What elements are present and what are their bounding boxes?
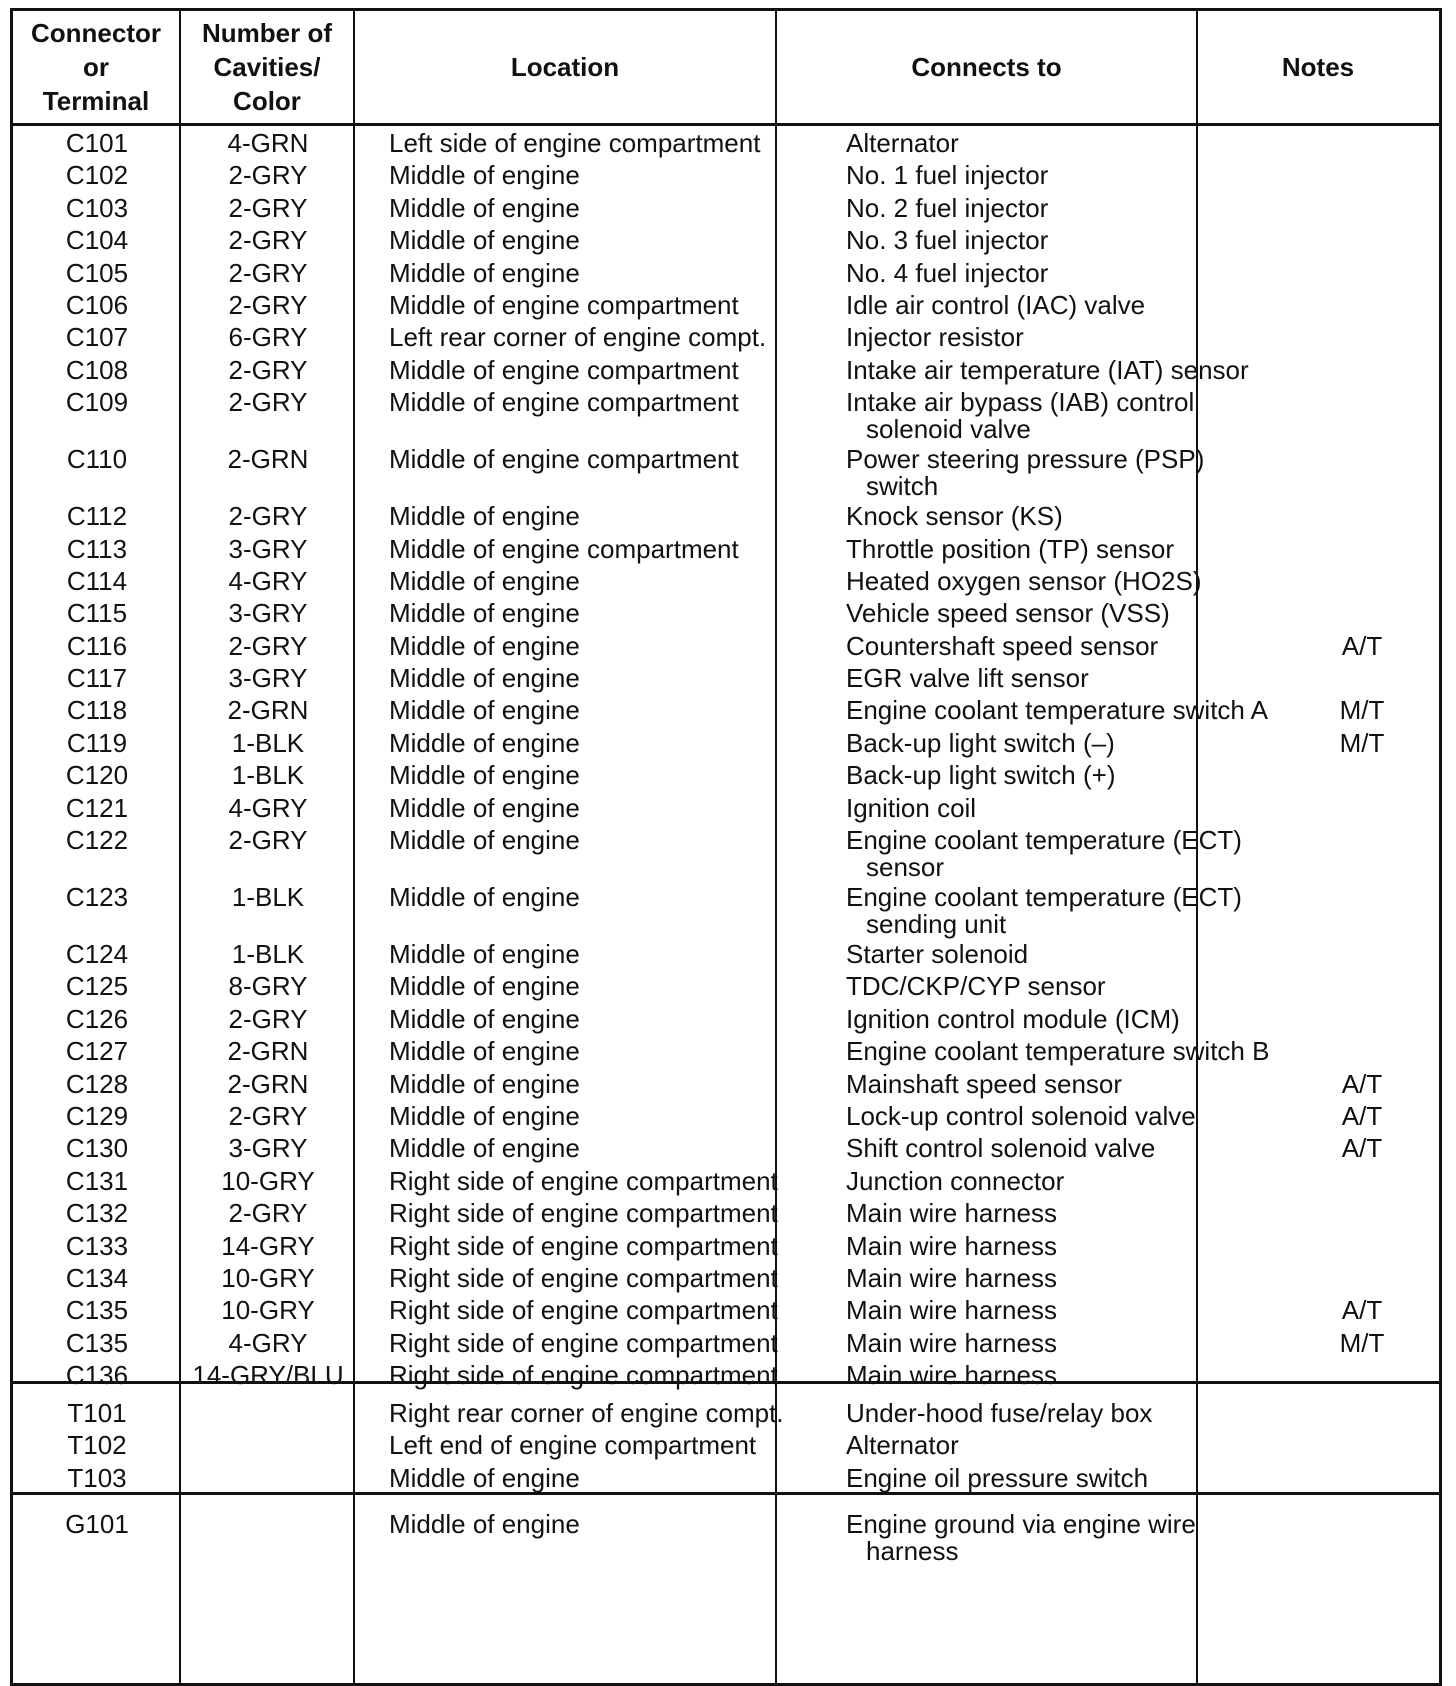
connects-to-cell [846, 227, 1266, 254]
location-cell: Right side of engine compartment [389, 1262, 778, 1293]
cavities-color-cell: 2-GRY [228, 501, 308, 532]
connector-cell: C110 [66, 444, 128, 475]
connects-to-cell [846, 354, 1266, 385]
location-cell: Middle of engine compartment [389, 354, 739, 385]
connector-cell: C115 [66, 598, 128, 629]
connects-to-continuation: sensor [866, 852, 945, 883]
connects-to-text: Main wire harness [846, 1198, 1057, 1229]
notes-cell: A/T [1341, 1295, 1383, 1326]
connector-cell: C135 [65, 1295, 129, 1326]
table-row [13, 1262, 1439, 1297]
table-row [13, 1327, 1439, 1362]
connector-cell: C103 [65, 192, 129, 223]
cavities-color-cell: 2-GRY [228, 825, 308, 856]
connects-to-text: Engine coolant temperature (ECT) [846, 882, 1242, 913]
cavities-color-cell: 4-GRY [228, 1327, 308, 1358]
connects-to-text: Alternator [846, 1430, 959, 1461]
location-cell: Left rear corner of engine compt. [389, 322, 767, 353]
connects-to-cell [846, 630, 1266, 661]
location-cell: Middle of engine [389, 501, 580, 532]
header-connector-line: or [83, 52, 109, 82]
connects-to-cell [846, 192, 1266, 223]
connector-cell: C116 [66, 630, 128, 661]
table-row [13, 130, 1439, 162]
table-row [13, 289, 1439, 324]
connects-to-cell [846, 1100, 1266, 1131]
connects-to-text: Back-up light switch (+) [846, 760, 1116, 791]
table-row [13, 1230, 1439, 1265]
location-cell: Middle of engine [389, 760, 580, 791]
connects-to-cell [846, 533, 1266, 564]
table-row [13, 533, 1439, 568]
connector-cell: C127 [65, 1036, 129, 1067]
table-header [13, 11, 1439, 126]
header-cavities-line: Cavities/ [213, 52, 321, 82]
location-cell: Middle of engine compartment [389, 444, 739, 475]
header-connects-to: Connects to [911, 52, 1062, 82]
cavities-color-cell: 2-GRY [228, 1100, 308, 1131]
connector-cell: C126 [65, 1003, 129, 1034]
notes-cell: M/T [1339, 1327, 1385, 1358]
connector-cell: C131 [65, 1165, 129, 1196]
connects-to-cell [846, 665, 1266, 692]
table-row [13, 600, 1439, 632]
table-row [13, 1462, 1439, 1497]
location-cell: Middle of engine [389, 825, 580, 856]
connector-cell: C104 [65, 225, 129, 256]
cavities-color-cell: 10-GRY [221, 1262, 315, 1293]
table-row [13, 1165, 1439, 1200]
connects-to-cell [846, 1200, 1266, 1227]
connects-to-text: Power steering pressure (PSP) [846, 444, 1205, 475]
location-cell: Middle of engine [389, 257, 580, 288]
connects-to-text: Engine coolant temperature switch A [846, 695, 1269, 726]
connects-to-cell [846, 1462, 1266, 1493]
connector-cell: C124 [65, 939, 129, 970]
connects-to-text: Engine ground via engine wire [846, 1509, 1196, 1539]
cavities-color-cell: 1-BLK [231, 727, 305, 758]
connects-to-text: Knock sensor (KS) [846, 501, 1063, 532]
table-row [13, 1297, 1439, 1329]
connects-to-text: Shift control solenoid valve [846, 1133, 1156, 1164]
notes-cell: A/T [1341, 1133, 1383, 1164]
location-cell: Right rear corner of engine compt. [389, 1398, 784, 1428]
connects-to-text: Junction connector [846, 1165, 1065, 1196]
connects-to-cell [846, 1297, 1266, 1324]
table-row [13, 389, 1439, 446]
notes-cell: M/T [1339, 727, 1385, 758]
location-cell: Right side of engine compartment [389, 1295, 778, 1326]
connects-to-cell [846, 503, 1266, 530]
location-cell: Right side of engine compartment [389, 1198, 778, 1229]
table-row [13, 630, 1439, 665]
connects-to-text: Main wire harness [846, 1360, 1057, 1391]
cavities-color-cell: 2-GRN [227, 1036, 309, 1067]
cavities-color-cell: 4-GRY [228, 565, 308, 596]
connects-to-text: Engine coolant temperature (ECT) [846, 825, 1242, 856]
table-row [13, 973, 1439, 1005]
connector-cell: C112 [66, 501, 128, 532]
connects-to-text: No. 4 fuel injector [846, 257, 1049, 288]
connector-cell: C122 [65, 825, 129, 856]
cavities-color-cell: 4-GRN [227, 128, 309, 158]
cavities-color-cell: 1-BLK [231, 882, 305, 913]
table-row [13, 1068, 1439, 1103]
connects-to-text: Intake air bypass (IAB) control [846, 387, 1195, 418]
connects-to-cell [846, 565, 1266, 596]
connects-to-cell [846, 695, 1269, 726]
connector-cell: C134 [65, 1262, 129, 1293]
table-row [13, 227, 1439, 259]
connects-to-text: Engine coolant temperature switch B [846, 1036, 1270, 1067]
connects-to-cell [846, 1036, 1270, 1067]
header-cavities [181, 11, 353, 123]
connector-table [10, 8, 1442, 1686]
connects-to-cell [846, 600, 1266, 627]
connector-cell: C136 [65, 1360, 129, 1391]
connects-to-text: Main wire harness [846, 1295, 1057, 1326]
location-cell: Right side of engine compartment [389, 1230, 778, 1261]
table-row [13, 697, 1439, 729]
table-row [13, 1400, 1439, 1432]
table-row [13, 446, 1439, 503]
connector-cell: C109 [65, 387, 129, 418]
table-row [13, 1038, 1439, 1070]
connector-cell: C123 [65, 882, 129, 913]
cavities-color-cell: 2-GRY [228, 354, 308, 385]
location-cell: Middle of engine [389, 630, 580, 661]
connector-cell: C133 [65, 1230, 129, 1261]
connects-to-cell [846, 1400, 1266, 1427]
connects-to-cell [846, 1165, 1266, 1196]
connects-to-cell [846, 324, 1266, 351]
location-cell: Middle of engine compartment [389, 533, 739, 564]
table-row [13, 762, 1439, 794]
connects-to-text: No. 2 fuel injector [846, 192, 1049, 223]
table-row [13, 1003, 1439, 1038]
cavities-color-cell: 3-GRY [228, 533, 308, 564]
connects-to-text: No. 3 fuel injector [846, 225, 1049, 256]
location-cell: Middle of engine [389, 225, 580, 256]
location-cell: Middle of engine [389, 882, 580, 913]
table-row [13, 1100, 1439, 1135]
connects-to-cell [846, 827, 1266, 881]
connects-to-cell [846, 1327, 1266, 1358]
connects-to-cell [846, 1362, 1266, 1389]
location-cell: Middle of engine [389, 695, 580, 726]
cavities-color-cell: 1-BLK [231, 760, 305, 791]
location-cell: Middle of engine [389, 1100, 580, 1131]
connector-cell: C108 [65, 354, 129, 385]
header-connector-line: Connector [31, 18, 161, 48]
location-cell: Right side of engine compartment [389, 1165, 778, 1196]
location-cell: Middle of engine [389, 727, 580, 758]
header-cavities-line: Color [233, 86, 301, 116]
connects-to-text: Countershaft speed sensor [846, 630, 1159, 661]
cavities-color-cell: 6-GRY [228, 322, 308, 353]
connector-cell: C132 [65, 1198, 129, 1229]
connects-to-cell [846, 1432, 1266, 1459]
connects-to-cell [846, 762, 1266, 789]
connects-to-cell [846, 389, 1266, 443]
location-cell: Middle of engine [389, 1133, 580, 1164]
connector-cell: C107 [65, 322, 129, 353]
location-cell: Middle of engine [389, 792, 580, 823]
location-cell: Middle of engine [389, 971, 580, 1002]
cavities-color-cell: 2-GRY [228, 387, 308, 418]
cavities-color-cell: 2-GRY [228, 1003, 308, 1034]
table-row [13, 1362, 1439, 1394]
header-connector [13, 11, 179, 123]
connector-cell: C117 [66, 663, 128, 694]
connector-cell: C135 [65, 1327, 129, 1358]
connects-to-cell [846, 1068, 1266, 1099]
location-cell: Middle of engine [389, 1003, 580, 1034]
cavities-color-cell: 14-GRY/BLU [192, 1360, 344, 1391]
location-cell: Middle of engine [389, 598, 580, 629]
table-row [13, 354, 1439, 389]
connector-cell: C118 [66, 695, 128, 726]
connector-cell: C128 [65, 1068, 129, 1099]
location-cell: Middle of engine compartment [389, 387, 739, 418]
cavities-color-cell: 2-GRN [227, 1068, 309, 1099]
header-location: Location [510, 52, 620, 82]
location-cell: Middle of engine [389, 1462, 580, 1493]
connector-cell: C105 [65, 257, 129, 288]
connector-cell: C129 [65, 1100, 129, 1131]
connects-to-text: Main wire harness [846, 1327, 1057, 1358]
location-cell: Middle of engine [389, 1509, 580, 1539]
connects-to-cell [846, 1135, 1266, 1162]
cavities-color-cell: 8-GRY [228, 971, 308, 1002]
connects-to-text: EGR valve lift sensor [846, 663, 1089, 694]
connects-to-cell [846, 1262, 1266, 1293]
connects-to-text: Alternator [846, 128, 959, 158]
connector-cell: C119 [66, 727, 128, 758]
connects-to-cell [846, 130, 1266, 157]
connects-to-text: Ignition coil [846, 792, 977, 823]
connects-to-cell [846, 1003, 1266, 1034]
cavities-color-cell: 2-GRY [228, 257, 308, 288]
connects-to-cell [846, 973, 1266, 1000]
connects-to-continuation: switch [866, 471, 939, 502]
location-cell: Middle of engine [389, 160, 580, 191]
location-cell: Middle of engine compartment [389, 289, 739, 320]
connector-cell: C114 [66, 565, 128, 596]
cavities-color-cell: 10-GRY [221, 1295, 315, 1326]
connector-cell: T102 [67, 1430, 127, 1461]
connects-to-cell [846, 1230, 1266, 1261]
connects-to-continuation: solenoid valve [866, 414, 1031, 445]
connects-to-cell [846, 792, 1266, 823]
connects-to-continuation: sending unit [866, 909, 1007, 940]
table-row [13, 727, 1439, 762]
connects-to-text: Starter solenoid [846, 939, 1029, 970]
location-cell: Left side of engine compartment [389, 128, 761, 158]
cavities-color-cell: 2-GRY [228, 225, 308, 256]
table-row [13, 1200, 1439, 1232]
location-cell: Right side of engine compartment [389, 1360, 778, 1391]
table-row [13, 503, 1439, 535]
connects-to-cell [846, 289, 1266, 320]
connects-to-text: Main wire harness [846, 1262, 1057, 1293]
location-cell: Middle of engine [389, 1068, 580, 1099]
table-row [13, 1432, 1439, 1464]
location-cell: Right side of engine compartment [389, 1327, 778, 1358]
table-row [13, 192, 1439, 227]
cavities-color-cell: 4-GRY [228, 792, 308, 823]
cavities-color-cell: 1-BLK [231, 939, 305, 970]
table-row [13, 941, 1439, 973]
section-terminals [13, 1400, 1439, 1497]
table-row [13, 324, 1439, 356]
connects-to-cell [846, 257, 1266, 288]
connects-to-text: Ignition control module (ICM) [846, 1003, 1180, 1034]
connects-to-text: Back-up light switch (–) [846, 727, 1115, 758]
connector-cell: T103 [67, 1462, 127, 1493]
cavities-color-cell: 10-GRY [221, 1165, 315, 1196]
connects-to-text: Main wire harness [846, 1230, 1057, 1261]
cavities-color-cell: 3-GRY [228, 598, 308, 629]
table-row [13, 162, 1439, 194]
table-row [13, 565, 1439, 600]
connector-cell: C102 [65, 160, 129, 191]
location-cell: Middle of engine [389, 939, 580, 970]
cavities-color-cell: 2-GRY [228, 289, 308, 320]
connector-cell: C125 [65, 971, 129, 1002]
header-cavities-line: Number of [202, 18, 332, 48]
location-cell: Left end of engine compartment [389, 1430, 757, 1461]
connector-cell: T101 [67, 1398, 127, 1428]
connects-to-cell [846, 941, 1266, 968]
cavities-color-cell: 2-GRN [227, 695, 309, 726]
table-row [13, 665, 1439, 697]
connects-to-text: Under-hood fuse/relay box [846, 1398, 1153, 1428]
table-row [13, 257, 1439, 292]
connects-to-text: Idle air control (IAC) valve [846, 289, 1146, 320]
table-row [13, 884, 1439, 941]
table-row [13, 827, 1439, 884]
connects-to-cell [846, 884, 1266, 938]
connects-to-text: Throttle position (TP) sensor [846, 533, 1175, 564]
connector-cell: C121 [65, 792, 129, 823]
section-grounds [13, 1511, 1439, 1568]
connector-cell: C101 [65, 128, 129, 158]
notes-cell: A/T [1341, 1068, 1383, 1099]
table-row [13, 1135, 1439, 1167]
section-connectors [13, 130, 1439, 1395]
connector-cell: C120 [65, 760, 129, 791]
cavities-color-cell: 2-GRN [227, 444, 309, 475]
connects-to-continuation: harness [866, 1536, 959, 1566]
connects-to-text: Heated oxygen sensor (HO2S) [846, 565, 1202, 596]
connects-to-text: Engine oil pressure switch [846, 1462, 1149, 1493]
cavities-color-cell: 2-GRY [228, 160, 308, 191]
connects-to-text: Intake air temperature (IAT) sensor [846, 354, 1249, 385]
connects-to-text: Lock-up control solenoid valve [846, 1100, 1196, 1131]
connects-to-text: Mainshaft speed sensor [846, 1068, 1123, 1099]
cavities-color-cell: 14-GRY [221, 1230, 315, 1261]
location-cell: Middle of engine [389, 565, 580, 596]
header-notes: Notes [1281, 52, 1355, 82]
location-cell: Middle of engine [389, 1036, 580, 1067]
cavities-color-cell: 2-GRY [228, 1198, 308, 1229]
cavities-color-cell: 2-GRY [228, 630, 308, 661]
notes-cell: A/T [1341, 630, 1383, 661]
connects-to-cell [846, 727, 1266, 758]
connects-to-cell [846, 446, 1266, 500]
notes-cell: A/T [1341, 1100, 1383, 1131]
table-row [13, 792, 1439, 827]
cavities-color-cell: 3-GRY [228, 1133, 308, 1164]
connects-to-cell [846, 162, 1266, 189]
location-cell: Middle of engine [389, 192, 580, 223]
notes-cell: M/T [1339, 695, 1385, 726]
cavities-color-cell: 3-GRY [228, 663, 308, 694]
connector-cell: C106 [65, 289, 129, 320]
connector-cell: C130 [65, 1133, 129, 1164]
connects-to-text: TDC/CKP/CYP sensor [846, 971, 1106, 1002]
connects-to-cell [846, 1511, 1266, 1565]
location-cell: Middle of engine [389, 663, 580, 694]
connects-to-text: Injector resistor [846, 322, 1024, 353]
connector-cell: C113 [66, 533, 128, 564]
cavities-color-cell: 2-GRY [228, 192, 308, 223]
connects-to-text: Vehicle speed sensor (VSS) [846, 598, 1170, 629]
connects-to-text: No. 1 fuel injector [846, 160, 1049, 191]
connector-cell: G101 [65, 1509, 129, 1539]
table-row [13, 1511, 1439, 1568]
header-connector-line: Terminal [42, 86, 150, 116]
